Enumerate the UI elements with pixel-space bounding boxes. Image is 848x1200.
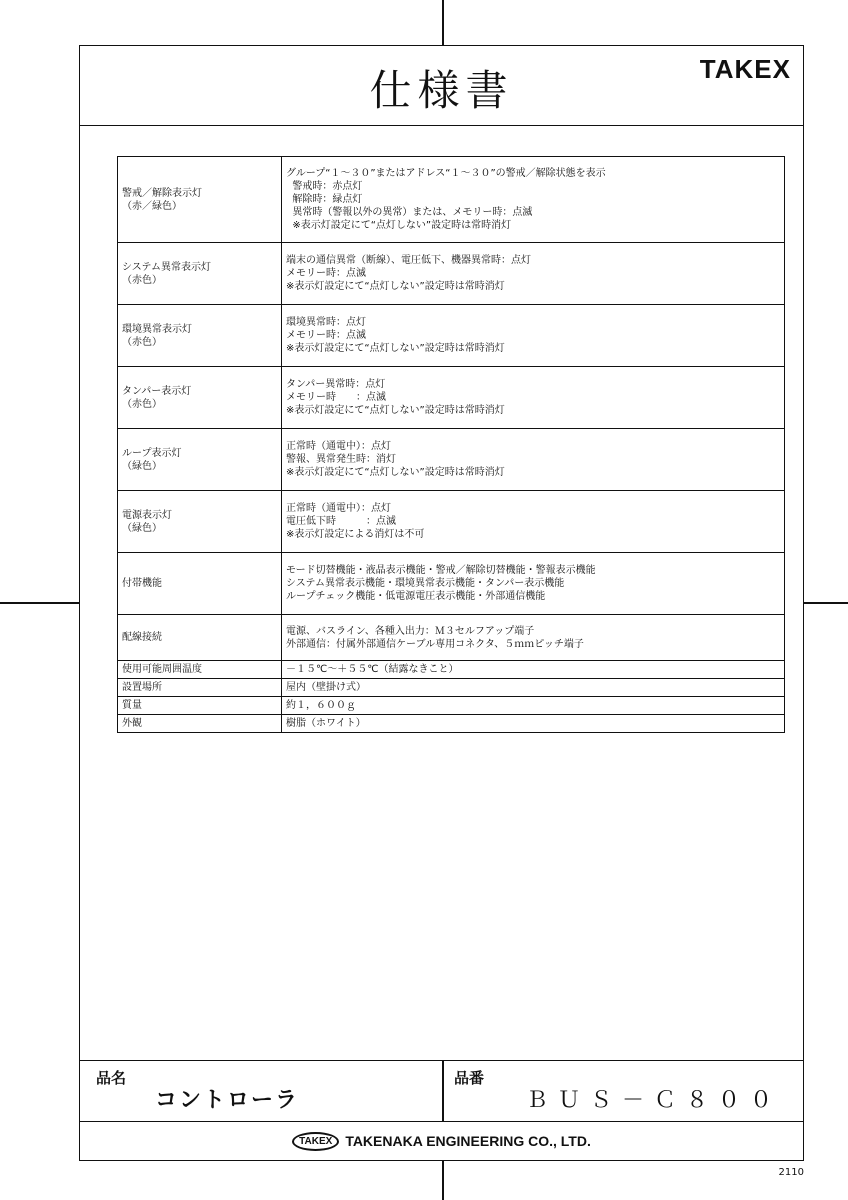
spec-label-cell (118, 661, 282, 679)
crop-mark-left (0, 602, 79, 604)
spec-desc-line: ※表示灯設定にて“点灯しない”設定時は常時消灯 (286, 467, 505, 478)
spec-desc-cell (282, 615, 785, 661)
document-title: 仕様書 (369, 66, 514, 115)
spec-desc-line: ※表示灯設定にて“点灯しない”設定時は常時消灯 (286, 343, 505, 354)
document-frame (79, 45, 804, 1161)
spec-row (118, 615, 785, 661)
spec-label-cell (118, 243, 282, 305)
spec-desc-line: 警戒時：赤点灯 (286, 181, 363, 192)
spec-desc-line: タンパー異常時：点灯 (286, 379, 386, 390)
spec-label-cell (118, 491, 282, 553)
spec-label-cell (118, 715, 282, 733)
spec-row (118, 697, 785, 715)
product-info-divider (442, 1061, 444, 1121)
spec-desc-line: システム異常表示機能・環境異常表示機能・タンパー表示機能 (286, 578, 565, 589)
spec-desc-line: ※表示灯設定にて“点灯しない”設定時は常時消灯 (286, 405, 505, 416)
spec-desc-line: ※表示灯設定による消灯は不可 (286, 529, 425, 540)
spec-desc-line: 電源、バスライン、各種入出力：Ｍ３セルフアップ端子 (286, 625, 535, 637)
spec-row (118, 429, 785, 491)
spec-desc-line: 環境異常時：点灯 (286, 317, 366, 328)
spec-desc-line: 正常時（通電中）：点灯 (286, 441, 391, 452)
spec-row (118, 715, 785, 733)
spec-label-cell (118, 157, 282, 243)
spec-label-line: 付帯機能 (122, 578, 162, 589)
spec-desc-line: モード切替機能・液晶表示機能・警戒／解除切替機能・警報表示機能 (286, 565, 596, 576)
spec-desc-line: ※表示灯設定にて“点灯しない”設定時は常時消灯 (286, 281, 505, 292)
spec-desc-line: 警報、異常発生時：消灯 (286, 454, 396, 465)
product-name-label: 品名 (96, 1069, 127, 1087)
company-block (80, 1122, 803, 1160)
spec-label-line: システム異常表示灯 (122, 261, 211, 273)
spec-row (118, 491, 785, 553)
spec-label-line: （赤色） (122, 336, 162, 348)
spec-desc-line: 端末の通信異常（断線）、電圧低下、機器異常時：点灯 (286, 255, 531, 266)
spec-desc-cell (282, 679, 785, 697)
spec-desc-cell (282, 491, 785, 553)
product-code-label: 品番 (454, 1069, 485, 1087)
spec-desc-line: 外部通信：付属外部通信ケーブル専用コネクタ、５ｍｍピッチ端子 (286, 638, 584, 650)
spec-label-line: 環境異常表示灯 (122, 323, 192, 335)
spec-label-cell (118, 305, 282, 367)
spec-desc-cell (282, 243, 785, 305)
spec-label-cell (118, 553, 282, 615)
spec-desc-line: 樹脂（ホワイト） (286, 718, 366, 729)
spec-label-line: （赤／緑色） (122, 200, 182, 212)
spec-desc-line: ループチェック機能・低電源電圧表示機能・外部通信機能 (286, 591, 546, 602)
spec-desc-cell (282, 429, 785, 491)
spec-label-cell (118, 697, 282, 715)
spec-desc-cell (282, 553, 785, 615)
spec-row (118, 367, 785, 429)
document-header (80, 46, 803, 126)
spec-label-cell (118, 429, 282, 491)
spec-desc-cell (282, 157, 785, 243)
crop-mark-bottom (442, 1161, 444, 1200)
spec-label-line: 外観 (122, 718, 142, 729)
product-code: ＢＵＳ－Ｃ８００ (526, 1087, 783, 1112)
spec-desc-line: メモリー時 ：点滅 (286, 392, 386, 403)
spec-label-line: （緑色） (122, 460, 162, 472)
spec-label-cell (118, 615, 282, 661)
spec-desc-line: メモリー時：点滅 (286, 268, 366, 279)
spec-label-line: （緑色） (122, 522, 162, 534)
spec-desc-cell (282, 715, 785, 733)
document-number: 2110 (778, 1167, 804, 1178)
spec-label-line: 電源表示灯 (122, 509, 172, 521)
spec-desc-line: 屋内（壁掛け式） (286, 682, 366, 693)
crop-mark-right (804, 602, 848, 604)
spec-desc-line: グループ“１～３０”またはアドレス“１～３０”の警戒／解除状態を表示 (286, 168, 606, 179)
brand-logo: TAKEX (699, 54, 791, 84)
spec-label-line: （赤色） (122, 274, 162, 286)
company-name: TAKENAKA ENGINEERING CO., LTD. (345, 1133, 591, 1149)
spec-desc-line: メモリー時：点滅 (286, 330, 366, 341)
spec-label-line: 質量 (122, 700, 142, 711)
spec-label-line: 配線接続 (122, 632, 162, 643)
spec-row (118, 243, 785, 305)
product-info-row (80, 1060, 803, 1122)
spec-label-line: 警戒／解除表示灯 (122, 187, 202, 199)
spec-label-line: 使用可能周囲温度 (122, 664, 202, 675)
spec-desc-line: －１５℃～＋５５℃（結露なきこと） (286, 664, 459, 675)
crop-mark-top (442, 0, 444, 45)
spec-desc-line: ※表示灯設定にて“点灯しない”設定時は常時消灯 (286, 220, 512, 231)
spec-row (118, 553, 785, 615)
product-name: コントローラ (155, 1088, 300, 1113)
spec-desc-line: 約１，６００ｇ (286, 700, 356, 711)
company-logo-icon: TAKEX (292, 1132, 339, 1151)
spec-row (118, 661, 785, 679)
spec-row (118, 305, 785, 367)
spec-label-line: 設置場所 (122, 682, 162, 693)
spec-desc-cell (282, 367, 785, 429)
spec-label-cell (118, 679, 282, 697)
spec-desc-line: 正常時（通電中）：点灯 (286, 503, 391, 514)
spec-row (118, 679, 785, 697)
spec-desc-cell (282, 697, 785, 715)
spec-desc-line: 解除時：緑点灯 (286, 194, 363, 205)
spec-row (118, 157, 785, 243)
spec-label-line: ループ表示灯 (122, 447, 182, 459)
spec-table-body (118, 157, 785, 733)
spec-table (117, 156, 785, 733)
spec-desc-line: 電圧低下時 ：点滅 (286, 516, 396, 527)
spec-label-cell (118, 367, 282, 429)
spec-desc-cell (282, 305, 785, 367)
spec-desc-line: 異常時（警報以外の異常）または、メモリー時：点滅 (286, 207, 533, 218)
spec-label-line: （赤色） (122, 398, 162, 410)
spec-label-line: タンパー表示灯 (122, 385, 192, 397)
spec-desc-cell (282, 661, 785, 679)
